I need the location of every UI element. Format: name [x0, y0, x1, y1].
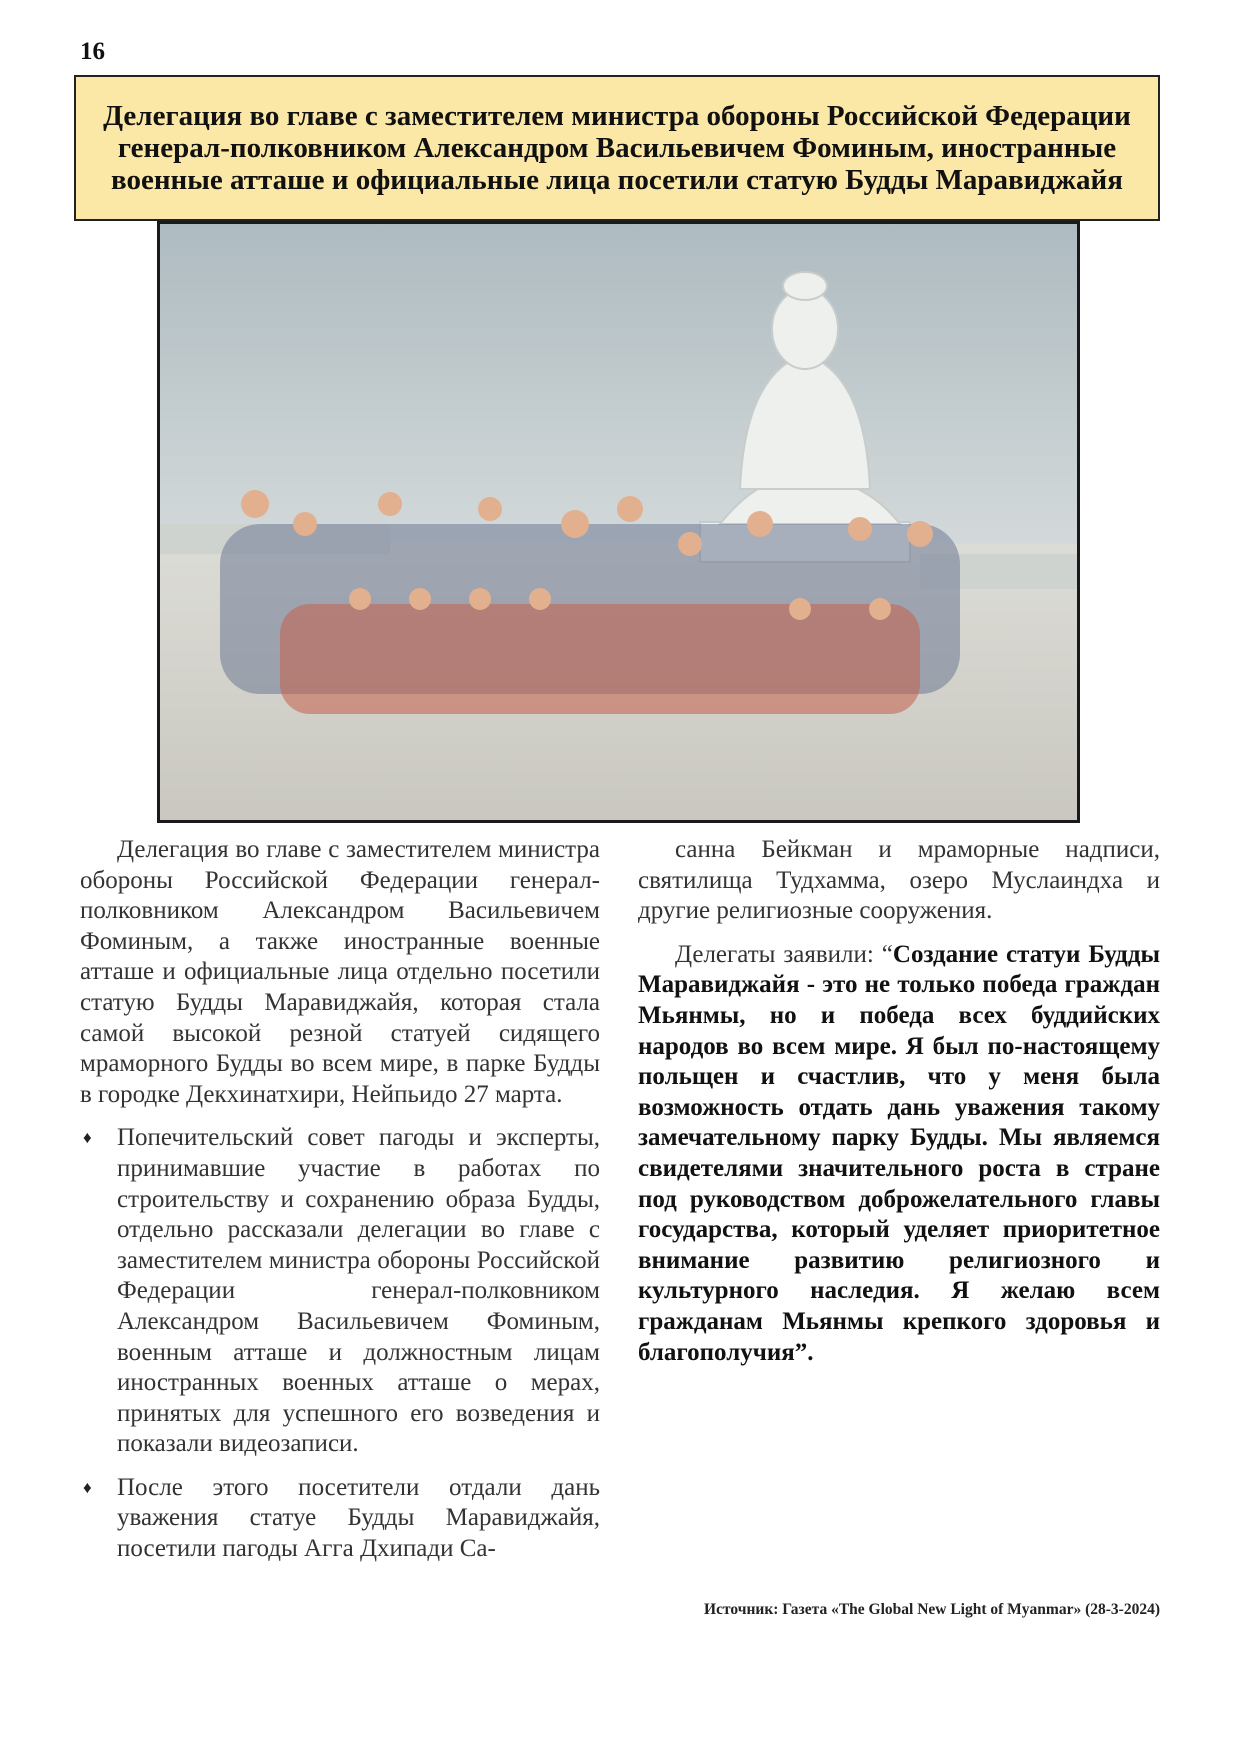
delegation-photo [157, 221, 1080, 823]
right-column [638, 835, 1160, 1368]
intro-paragraph: Делегация во главе с заместителем министра обороны Российской Федерации генерал-полковником Александром Васильевичем Фоминым, а также иностранные военные атташе и официальные лица отдельно посетили статую Будды Маравиджайя, которая стала самой высокой резной статуей сидящего мраморного Будды во всем мире, в парке Будды в городке Декхинатхири, Нейпьидо 27 марта. [80, 836, 600, 1108]
delegates-quote: Создание статуи Будды Маравиджайя - это не только победа граждан Мьянмы, но и победа всех буддийских народов во всем мире. Я был по-настоящему польщен и счастлив, что у меня была возможность отдать дань уважения такому замечательному парку Будды. Мы являемся свидетелями значительного роста в стране под руководством доброжелательного главы государства, который уделяет приоритетное внимание развитию религиозного и культурного наследия. Я желаю всем гражданам Мьянмы крепкого здоровья и благополучия”. [638, 940, 1160, 1366]
headline-box [74, 75, 1160, 221]
bullet-text: Попечительский совет пагоды и эксперты, принимавшие участие в работах по строительству и сохранению образа Будды, отдельно рассказали делегации во главе с заместителем министра обороны Российской Федерации генерал-полковником Александром Васильевичем Фоминым, военным атташе и должностным лицам иностранных военных атташе о мерах, принятых для успешного его возведения и показали видеозаписи. [117, 1124, 600, 1458]
diamond-bullet-icon: ♦ [83, 1477, 92, 1497]
diamond-bullet-icon: ♦ [83, 1128, 92, 1148]
page-number: 16 [80, 38, 105, 65]
quote-paragraph [638, 940, 1160, 1368]
quote-intro: Делегаты заявили: “ [675, 940, 893, 968]
photo-sky [160, 224, 1077, 544]
bullet-item [80, 1473, 600, 1565]
bullet-text: После этого посетители отдали дань уважения статуе Будды Маравиджайя, посетили пагоды Агга Дхипади Са- [117, 1473, 600, 1563]
left-column [80, 835, 600, 1565]
headline: Делегация во главе с заместителем министра обороны Российской Федерации генерал-полковником Александром Васильевичем Фоминым, иностранные военные атташе и официальные лица посетили статую Будды Маравиджайя [103, 100, 1131, 196]
delegation-photo-illustration [160, 224, 1077, 820]
continuation-paragraph: санна Бейкман и мраморные надписи, святилища Тудхамма, озеро Муслаиндха и другие религиозные сооружения. [638, 836, 1160, 925]
bullet-item [80, 1123, 600, 1460]
source-line: Источник: Газета «The Global New Light of Myanmar» (28-3-2024) [704, 1601, 1160, 1618]
